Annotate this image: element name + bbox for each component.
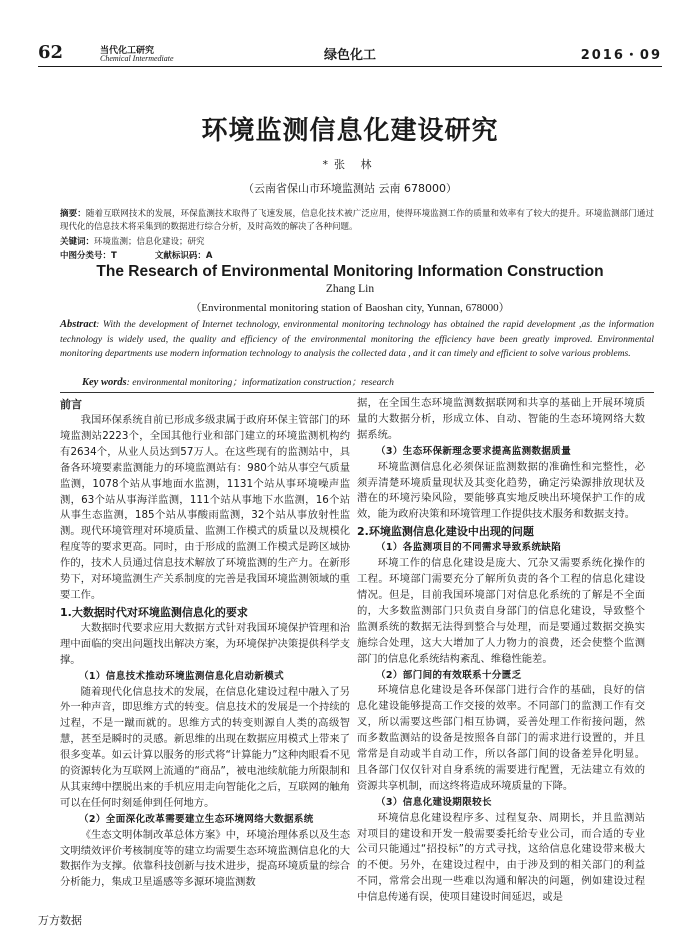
paragraph: 环境工作的信息化建设是庞大、冗杂又需要系统化操作的工程。环境部门需要充分了解所负责的各个工程的信息化建设情况。但是，目前我国环境部门对信息化系统的了解是不全面的，大多数监测部门只负责自身部门的信息化建设，导致整个监测系统的数据无法得到整合与处理，而是要通过数据交换实施综合处理，这大大增加了人力物力的浪费，还会使整个监测部门的信息化系统结构紊乱、维稳性能差。 [357,557,645,665]
abstract-en-text: : With the development of Internet technology, environmental monitoring technology has obtained the rapid development ,as the information technology is widely used, the quality and efficiency of the environmental monitoring the efficiency have been greatly improved. Environmental monitoring departments use modern information technology to analysis the collected data , and it can timely and efficient to solve various problems. [60,319,654,359]
paragraph: 据，在全国生态环境监测数据联网和共享的基础上开展环境质量的大数据分析，形成立体、自动、智能的生态环境网络大数据系统。 [357,397,645,441]
paragraph: 环境信息化建设程序多、过程复杂、周期长，并且监测站对项目的建设和开发一般需要委托给专业公司，而合适的专业公司只能通过“招投标”的方式寻找，这给信息化建设带来极大的不便。另外，在建设过程中，由于涉及到的相关部门的利益不同，常常会出现一些难以沟通和解决的问题，例如建设过程中信息传递有误，使项目建设时间延迟，或是 [357,811,645,904]
class-value: T [111,251,117,261]
footer-source: 万方数据 [38,914,82,927]
subsection-heading-2-3: （3）信息化建设期限较长 [376,796,492,808]
paragraph: 我国环保系统自前已形成多级隶属于政府环保主管部门的环境监测站2223个，全国其他行业和部门建立的环境监测机构约有2634个，从业人员达到57万人。在这些现有的监测站中，具备各环境要素监测能力的环境监测站有：980个站从事空气质量监测，1078个站从事地面水监测，1131个站从事环境噪声监测，63个站从事海洋监测，111个站从事地下水监测，16个站从事生态监测，185个站从事酸雨监测，32个站从事放射性监测。现代环境管理对环境质量、监测工作模式的质量以及规模化程度等的要求更高。同时，由于形成的监测工作模式是跨区域协作的，技术人员通过信息技术解放了环境监测的生产力。在新形势下，对环境监测生产关系制度的完善是我国环境监测领域的重要工作。 [60,414,350,601]
paragraph: 随着现代化信息技术的发展，在信息化建设过程中融入了另外一种声音，即思维方式的转变。信息技术的发展是一个持续的过程，不是一蹴而就的。思维方式的转变则源自人类的高级智慧，甚至是瞬时的灵感。新思维的出现在数据应用模式上带来了很多变革。如云计算以服务的形式将“计算能力”这种肉眼看不见的资源转化为互联网上流通的“商品”，被电池续航能力所限制和从其束缚中摆脱出来的手机应用走向智能化之后，互联网的触角可以在任何时刻延伸到任何地方。 [60,685,350,809]
journal-name-cn: 当代化工研究 [100,46,155,56]
body-divider [60,392,654,393]
class-label: 中图分类号： [60,251,112,261]
running-header [38,42,662,66]
keywords-en-text: : environmental monitoring；informatization construction；research [126,377,394,388]
keywords-cn-label: 关键词： [60,237,95,247]
author-en: Zhang Lin [325,283,375,295]
page-number: 62 [38,42,64,63]
issue-number: 2016・09 [580,48,662,63]
abstract-cn-label: 摘要： [60,209,86,219]
doc-code-value: A [205,251,213,261]
paragraph: 环境监测信息化必须保证监测数据的准确性和完整性，必须弄清楚环境质量现状及其变化趋势，确定污染源排放现状及潜在的环境污染风险，要能够真实地反映出环境保护工作的成效，能为政府决策和环境管理工作提供技术服务和数据支持。 [357,460,645,521]
affiliation-en: （Environmental monitoring station of Baoshan city, Yunnan, 678000） [190,302,510,314]
abstract-en-label: Abstract [60,319,97,330]
affiliation-cn: （云南省保山市环境监测站 云南 678000） [243,182,457,195]
subsection-heading-2-2: （2）部门间的有效联系十分匮乏 [376,669,522,681]
classification-line [60,249,654,261]
paragraph: 大数据时代要求应用大数据方式针对我国环境保护管理和治理中面临的突出问题找出解决方案，为环境保护决策提供科学支撑。 [60,621,350,666]
author-cn: *张 林 [322,158,378,171]
paragraph: 《生态文明体制改革总体方案》中，环境治理体系以及生态文明绩效评价考核制度等的建立均需要生态环境监测信息化的大数据作为支撑。依靠科技创新与技术进步，提高环境质量的综合分析能力，集成卫星遥感等多源环境监测数 [60,828,350,889]
keywords-en-label: Key words [82,377,127,388]
section-heading-preface: 前言 [60,398,82,411]
doc-code-label: 文献标识码： [154,251,206,261]
paragraph: 环境信息化建设是各环保部门进行合作的基础，良好的信息化建设能够提高工作交接的效率。不同部门的监测工作有交叉，所以需要这些部门相互协调，妥善处理工作衔接问题，然而多数监测站的设备是按照各自部门的需求进行设置的，并且常常是自动或半自动工作，所以各部门间的设备差异化明显。且各部门仅仅针对自身系统的需要进行配置，无法建立有效的资源共享机制，而这终将造成环境质量的下降。 [357,684,645,792]
article-title-cn: 环境监测信息化建设研究 [201,116,499,146]
body-column-right [357,396,645,906]
body-column-left [60,396,350,891]
abstract-cn [60,208,654,234]
subsection-heading-1-3: （3）生态环保新理念要求提高监测数据质量 [376,445,572,457]
article-title-en: The Research of Environmental Monitoring Information Construction [96,263,604,280]
abstract-en [60,318,654,362]
abstract-cn-text: 随着互联网技术的发展，环保监测技术取得了飞速发展，信息化技术被广泛应用，使得环境监测工作的质量和效率有了较大的提升。环境监测部门通过现代化的信息技术将采集到的数据进行综合分析，及时高效的解决了各种问题。 [60,209,654,232]
keywords-cn-text: 环境监测；信息化建设；研究 [94,237,205,247]
column-name: 绿色化工 [323,48,376,63]
journal-name-en: Chemical Intermediate [100,54,174,63]
header-divider [38,66,662,67]
keywords-en [82,374,654,388]
keywords-cn [60,235,654,247]
section-heading-2: 2.环境监测信息化建设中出现的问题 [357,525,534,539]
subsection-heading-1-2: （2）全面深化改革需要建立生态环境网络大数据系统 [79,813,314,825]
subsection-heading-2-1: （1）各监测项目的不同需求导致系统缺陷 [376,542,562,554]
section-heading-1: 1.大数据时代对环境监测信息化的要求 [60,605,248,619]
subsection-heading-1-1: （1）信息技术推动环境监测信息化启动新模式 [79,670,285,682]
